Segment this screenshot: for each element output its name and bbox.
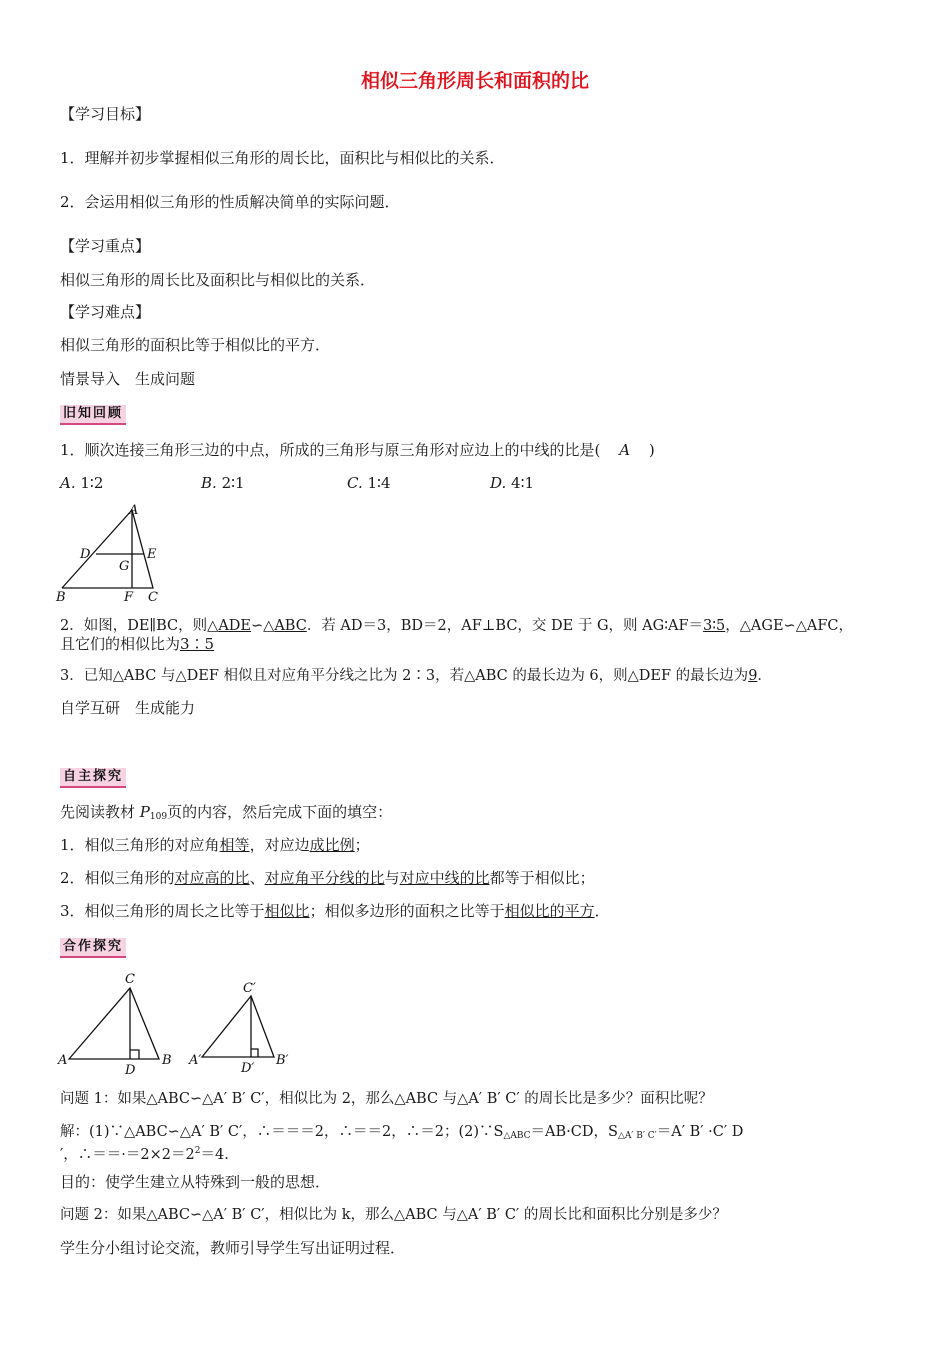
fill-item-3	[60, 901, 610, 921]
question-2-text-5: 且它们的相似比为	[60, 635, 181, 653]
fill-3-text-1: 3．相似三角形的周长之比等于	[60, 902, 265, 920]
question-2-text-4: ，△AGE∽△AFC，	[725, 618, 853, 634]
fig2-label-b: B	[162, 1053, 172, 1068]
option-c-value: 1∶4	[367, 474, 391, 492]
read-instruction	[60, 802, 392, 827]
fill-item-1	[60, 835, 370, 855]
fig1-label-b: B	[56, 590, 66, 604]
option-b-value: 2∶1	[221, 474, 245, 492]
triangle-figure-2	[55, 968, 305, 1080]
fill-2-text-1: 2．相似三角形的	[60, 869, 175, 887]
option-d-letter: D.	[490, 474, 507, 492]
triangle-abc-small	[202, 996, 274, 1057]
fill-1-answer-1: 相等	[219, 836, 250, 854]
review-badge: 旧知回顾	[60, 405, 126, 425]
fig2-label-d: D	[125, 1063, 136, 1078]
triangle-figure-1	[52, 500, 172, 604]
question-2-answer-1: ADE	[218, 618, 251, 634]
option-c-letter: C.	[347, 474, 363, 492]
question-2-text-3: ．若 AD＝3，BD＝2，AF⊥BC，交 DE 于 G，则 AG∶AF＝	[306, 618, 704, 634]
section-heading-2: 自学互研 生成能力	[60, 699, 196, 717]
question-2-line-1	[60, 616, 853, 636]
fill-1-text-1: 1．相似三角形的对应角	[60, 836, 220, 854]
triangle-abc	[62, 510, 153, 588]
fig2-label-a-prime: A′	[189, 1053, 202, 1068]
solution-sup: 2	[194, 1146, 201, 1156]
option-d	[490, 474, 534, 492]
read-text-2: 页的内容，然后完成下面的填空：	[167, 803, 393, 821]
right-angle-mark-1	[130, 1050, 139, 1059]
discussion-text: 学生分小组讨论交流，教师引导学生写出证明过程．	[60, 1239, 406, 1257]
fig2-label-c: C	[125, 972, 135, 987]
question-2-text-1: 2．如图，DE∥BC，则△	[60, 618, 219, 634]
solution-text-5: ＝4.	[200, 1147, 229, 1163]
option-a-letter: A.	[60, 474, 76, 492]
question-2-text-2: ∽△	[251, 618, 275, 634]
fill-3-answer-2: 相似比的平方	[504, 902, 595, 920]
right-angle-mark-2	[251, 1049, 258, 1057]
difficulty-text: 相似三角形的面积比等于相似比的平方．	[60, 336, 331, 354]
focus-text: 相似三角形的周长比及面积比与相似比的关系．	[60, 271, 376, 289]
fig1-label-a: A	[129, 503, 139, 518]
read-page-number: 109	[149, 812, 168, 822]
question-2-line-2	[60, 634, 214, 654]
solution-text-2: ＝AB·CD，S	[530, 1124, 618, 1140]
fig1-label-d: D	[80, 547, 91, 562]
read-text-1: 先阅读教材	[60, 803, 140, 821]
option-a	[60, 474, 103, 492]
question-1	[60, 440, 655, 460]
fill-item-2	[60, 868, 595, 888]
section-heading-1: 情景导入 生成问题	[60, 370, 196, 388]
question-3-text: 3．已知△ABC 与△DEF 相似且对应角平分线之比为 2∶3，若△ABC 的最长边为 6，则△DEF 的最长边为	[60, 668, 749, 684]
question-1-answer: A	[619, 441, 631, 459]
fill-2-answer-2: 对应角平分线的比	[264, 869, 385, 887]
question-3-answer: 9	[748, 668, 758, 684]
fill-3-text-3: ．	[594, 902, 610, 920]
solution-line-2	[60, 1141, 229, 1165]
option-c	[347, 474, 391, 492]
option-a-value: 1∶2	[80, 474, 104, 492]
fig1-label-e: E	[147, 547, 157, 562]
goals-heading: 【学习目标】	[60, 105, 151, 123]
fill-2-text-2: 、	[249, 869, 265, 887]
purpose-text: 目的：使学生建立从特殊到一般的思想．	[60, 1173, 331, 1191]
goal-item-1: 1．理解并初步掌握相似三角形的周长比，面积比与相似比的关系．	[60, 149, 505, 167]
goal-item-2: 2．会运用相似三角形的性质解决简单的实际问题．	[60, 193, 400, 211]
option-b-letter: B.	[201, 474, 217, 492]
fig2-label-d-prime: D′	[241, 1061, 255, 1076]
solution-sub-2: △A′ B′ C′	[617, 1131, 657, 1141]
fill-2-text-3: 与	[384, 869, 400, 887]
fig2-label-c-prime: C′	[243, 981, 256, 996]
question-2-answer-2: ABC	[274, 618, 307, 634]
fill-1-text-3: ；	[354, 836, 370, 854]
self-study-badge: 自主探究	[60, 768, 126, 788]
solution-text-3: ＝A′ B′ ·C′ D	[656, 1124, 744, 1140]
question-1-close: )	[648, 441, 655, 459]
question-1-text: 1．顺次连接三角形三边的中点，所成的三角形与原三角形对应边上的中线的比是(	[60, 441, 601, 459]
question-3-end: ．	[757, 668, 772, 684]
difficulty-heading: 【学习难点】	[60, 303, 151, 321]
cooperative-badge: 合作探究	[60, 938, 126, 958]
option-b	[201, 474, 245, 492]
question-3	[60, 666, 772, 686]
question-2-answer-3: 3∶5	[703, 618, 726, 634]
fill-2-answer-3: 对应中线的比	[399, 869, 490, 887]
fig2-label-b-prime: B′	[276, 1053, 289, 1068]
fill-1-answer-2: 成比例	[309, 836, 355, 854]
triangle-abc-large	[69, 988, 159, 1059]
focus-heading: 【学习重点】	[60, 237, 151, 255]
fill-2-answer-1: 对应高的比	[174, 869, 250, 887]
fill-3-answer-1: 相似比	[264, 902, 310, 920]
fig1-label-g: G	[119, 559, 130, 574]
fill-1-text-2: ，对应边	[249, 836, 310, 854]
fig1-label-c: C	[148, 590, 158, 604]
read-page-letter: P	[139, 803, 150, 821]
solution-sub-1: △ABC	[503, 1131, 531, 1141]
fig2-label-a: A	[58, 1053, 68, 1068]
solution-text-4: ′，∴＝＝·＝2×2＝2	[60, 1147, 195, 1163]
fill-3-text-2: ；相似多边形的面积之比等于	[309, 902, 505, 920]
option-d-value: 4∶1	[511, 474, 535, 492]
solution-text-1: 解：(1)∵△ABC∽△A′ B′ C′，∴＝＝＝2，∴＝＝2，∴＝2；(2)∵S	[60, 1124, 504, 1140]
problem-2: 问题 2：如果△ABC∽△A′ B′ C′，相似比为 k，那么△ABC 与△A′ B′ C′ 的周长比和面积比分别是多少？	[60, 1207, 727, 1223]
fig1-label-f: F	[124, 590, 134, 604]
page-title: 相似三角形周长和面积的比	[360, 70, 589, 92]
question-2-answer-4: 3∶5	[180, 635, 215, 653]
problem-1: 问题 1：如果△ABC∽△A′ B′ C′，相似比为 2，那么△ABC 与△A′ B′ C′ 的周长比是多少？面积比呢？	[60, 1091, 713, 1107]
fill-2-text-4: 都等于相似比；	[489, 869, 595, 887]
